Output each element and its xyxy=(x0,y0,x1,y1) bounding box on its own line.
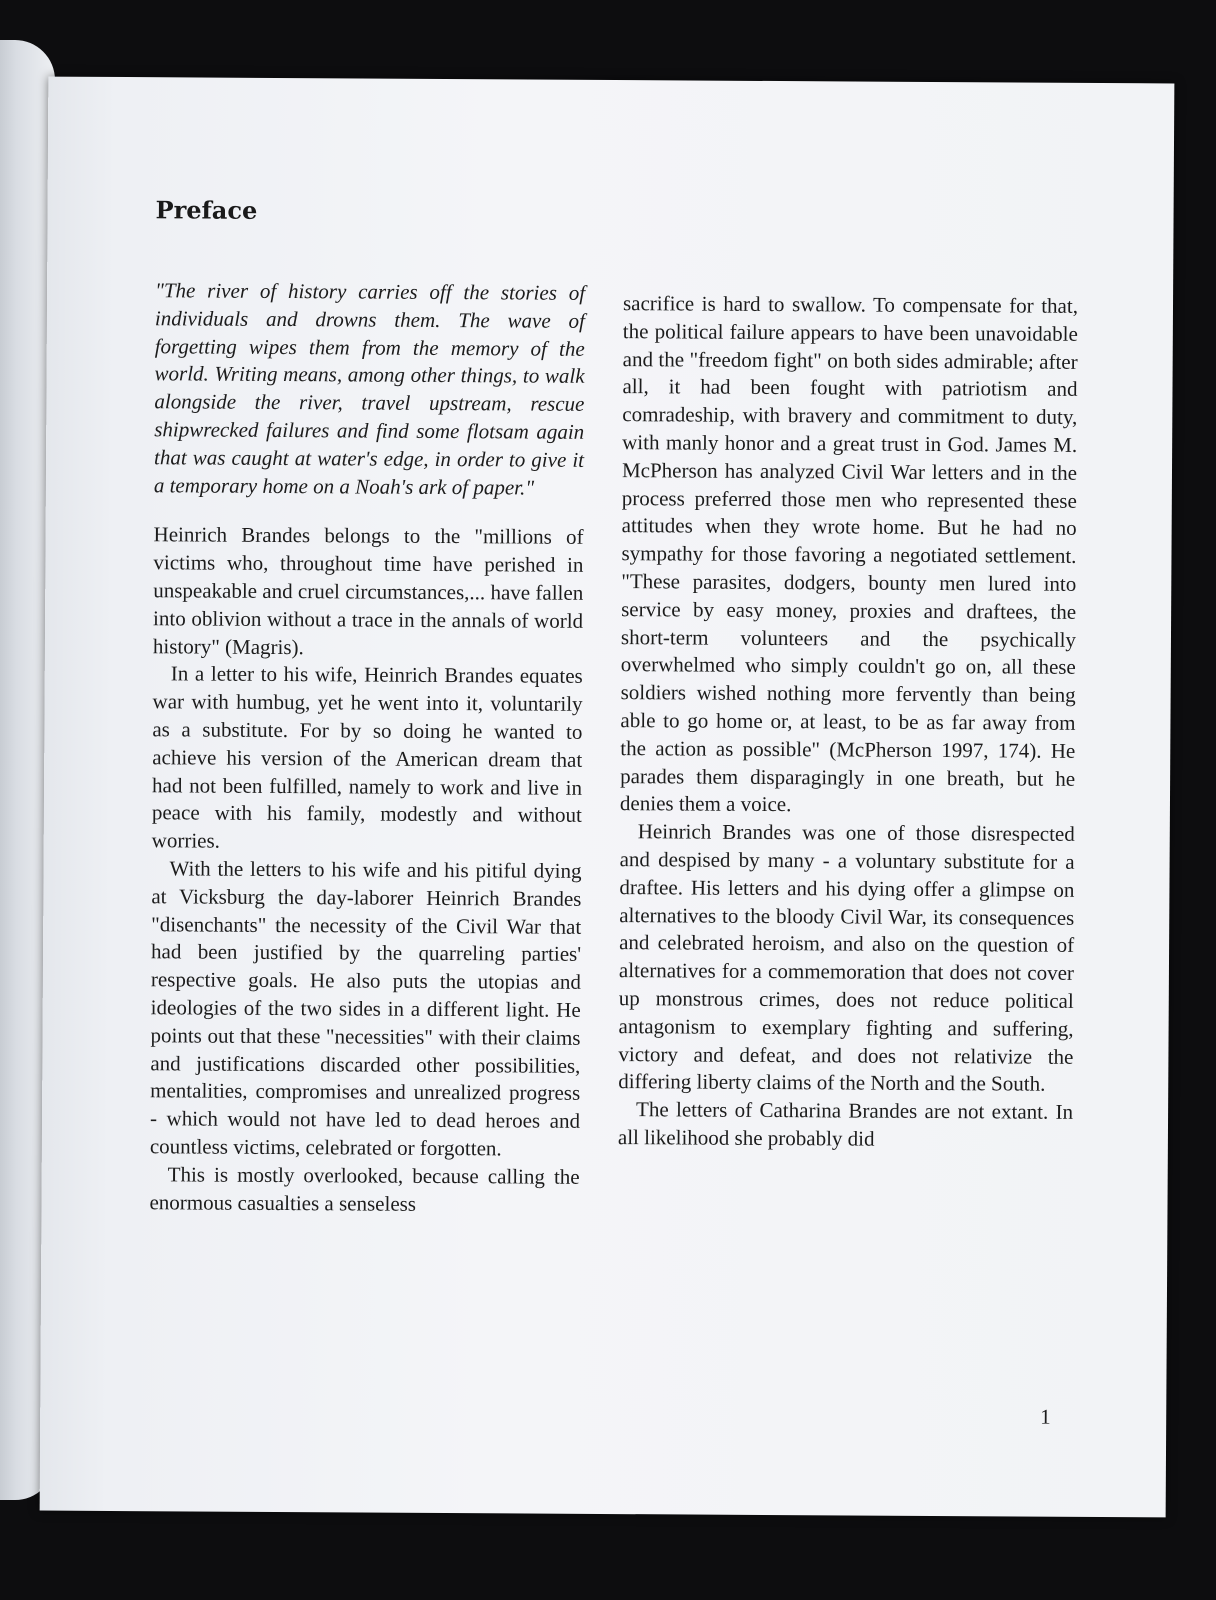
page-title: Preface xyxy=(155,195,258,225)
paragraph: sacrifice is hard to swallow. To compensate for that, the political failure appears to have been unavoidable and the "freedom fight" on both sides admirable; after all, it had been fought with patriotism and comradeship, with bravery and commitment to duty, with manly honor and a great trust in God. James M. McPherson has analyzed Civil War letters and in the process preferred those men who represented these attitudes when they wrote home. But he had no sympathy for those favoring a negotiated settlement. "These parasites, dodgers, bounty men lured into service by easy money, proxies and draftees, the short-term volunteers and the psychically overwhelmed who simply couldn't go on, all these soldiers wished nothing more fervently than being able to go home or, at least, to be as far away from the action as possible" (McPherson 1997, 174). He parades them disparagingly in one breath, but he denies them a voice. xyxy=(619,291,1079,817)
paragraph: Heinrich Brandes was one of those disrespected and despised by many - a voluntary substitute for a draftee. His letters and his dying offer a glimpse on alternatives to the bloody Civil War, its consequences and celebrated heroism, and also on the question of alternatives for a commemoration that does not cover up monstrous crimes, does not reduce political antagonism to exemplary fighting and suffering, victory and defeat, and does not relativize the differing liberty claims of the North and the South. xyxy=(618,819,1075,1096)
paragraph: In a letter to his wife, Heinrich Brandes equates war with humbug, yet he went into it, voluntarily as a substitute. For by so doing he wanted to achieve his version of the American dream that had not been fulfilled, namely to work and live in peace with his family, modestly and without worries. xyxy=(151,661,583,853)
epigraph-quote: "The river of history carries off the stories of individuals and drowns them. The wave of forgetting wipes them from the memory of the world. Writing means, among other things, to walk alongside the river, travel upstream, rescue shipwrecked failures and find some flotsam again that was caught at water's edge, in order to give it a temporary home on a Noah's ark of paper." xyxy=(153,278,586,500)
paragraph: The letters of Catharina Brandes are not extant. In all likelihood she probably did xyxy=(617,1097,1074,1151)
right-column xyxy=(618,290,1078,1154)
left-column xyxy=(149,277,585,1219)
page-number: 1 xyxy=(1040,1404,1051,1429)
paragraph: This is mostly overlooked, because calling the enormous casualties a senseless xyxy=(149,1162,580,1216)
paragraph: With the letters to his wife and his pitiful dying at Vicksburg the day-laborer Heinrich Brandes "disenchants" the necessity of the Civil War that had been justified by the quarreling parties' respective goals. He also puts the utopias and ideologies of the two sides in a different light. He points out that these "necessities" with their claims and justifications discarded other possibilities, mentalities, compromises and unrealized progress - which would not have led to dead heroes and countless victims, celebrated or forgotten. xyxy=(149,856,582,1161)
book-page xyxy=(40,77,1175,1518)
paragraph: Heinrich Brandes belongs to the "millions of victims who, throughout time have perished in unspeakable and cruel circumstances,... have fallen into oblivion without a trace in the annals of world history" (Magris). xyxy=(152,522,584,659)
